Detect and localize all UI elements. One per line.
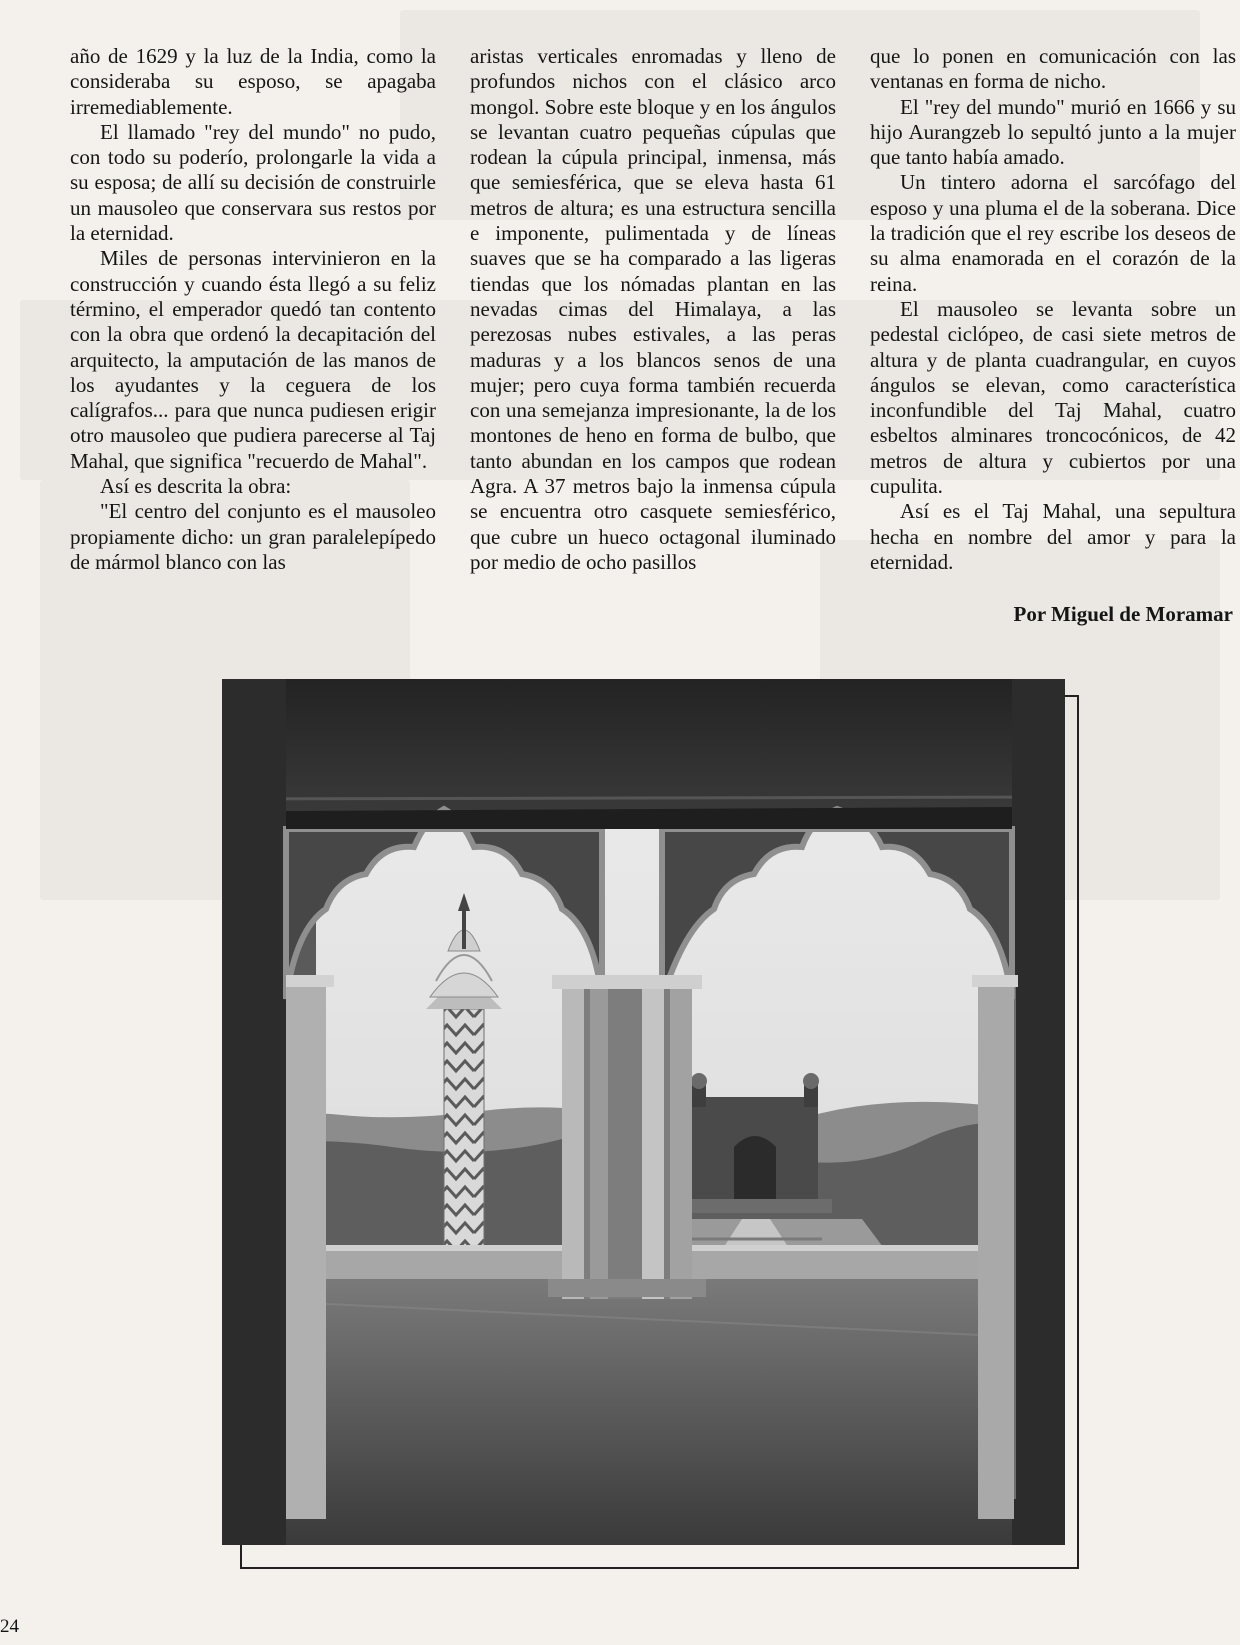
paragraph: Así es descrita la obra:	[100, 474, 292, 499]
article-column-2	[470, 44, 836, 575]
paragraph: año de 1629 y la luz de la India, como la consideraba su esposo, se apagaba irremediablemente.	[70, 44, 436, 119]
paragraph: Miles de personas intervinieron en la construcción y cuando ésta llegó a su feliz término, el emperador quedó tan contento con la obra que ordenó la decapitación del arquitecto, la amputación de las manos de los ayudantes y la ceguera de los calígrafos... para que nunca pudiesen erigir otro mausoleo que pudiera parecerse al Taj Mahal, que significa "recuerdo de Mahal".	[70, 246, 436, 473]
paragraph: El "rey del mundo" murió en 1666 y su hijo Aurangzeb lo sepultó junto a la mujer que tanto había amado.	[870, 94, 1236, 170]
paragraph: "El centro del conjunto es el mausoleo propiamente dicho: un gran paralelepípedo de mármol blanco con las	[70, 499, 436, 574]
paragraph: que lo ponen en comunicación con las ventanas en forma de nicho.	[870, 44, 1236, 94]
article-column-3	[870, 44, 1236, 575]
paragraph: El mausoleo se levanta sobre un pedestal ciclópeo, de casi siete metros de altura y de planta cuadrangular, en cuyos ángulos se elevan, como característica inconfundible del Taj Mahal, cuatro esbeltos alminares troncocónicos, de 42 metros de altura y cubiertos por una cupulita.	[870, 296, 1236, 499]
author-byline: Por Miguel de Moramar	[1013, 602, 1233, 626]
paragraph: aristas verticales enromadas y lleno de profundos nichos con el clásico arco mongol. Sobre este bloque y en los ángulos se levantan cuatro pequeñas cúpulas que rodean la cúpula principal, inmensa, más que semiesférica, que se eleva hasta 61 metros de altura; es una estructura sencilla e imponente, pulimentada y de líneas suaves que se ha comparado a las ligeras tiendas que los nómadas plantan en las nevadas cimas del Himalaya, a las perezosas nubes estivales, a las peras maduras y a los blancos senos de una mujer; pero cuya forma también recuerda con una semejanza impresionante, la de los montones de heno en forma de bulbo, que tanto abundan en los campos que rodean Agra. A 37 metros bajo la inmensa cúpula se encuentra otro casquete semiesférico, que cubre un hueco octagonal iluminado por medio de ocho pasillos	[470, 44, 836, 574]
page-number: 24	[0, 1616, 19, 1637]
paragraph: Un tintero adorna el sarcófago del esposo y una pluma el de la soberana. Dice la tradición que el rey escribe los deseos de su alma enamorada en el corazón de la reina.	[870, 170, 1236, 296]
article-column-1	[70, 44, 436, 575]
taj-mahal-photo	[222, 679, 1065, 1545]
paragraph: El llamado "rey del mundo" no pudo, con todo su poderío, prolongarle la vida a su esposa; de allí su decisión de construirle un mausoleo que conservara sus restos por la eternidad.	[70, 119, 436, 246]
paragraph: Así es el Taj Mahal, una sepultura hecha en nombre del amor y para la eternidad.	[870, 499, 1236, 574]
